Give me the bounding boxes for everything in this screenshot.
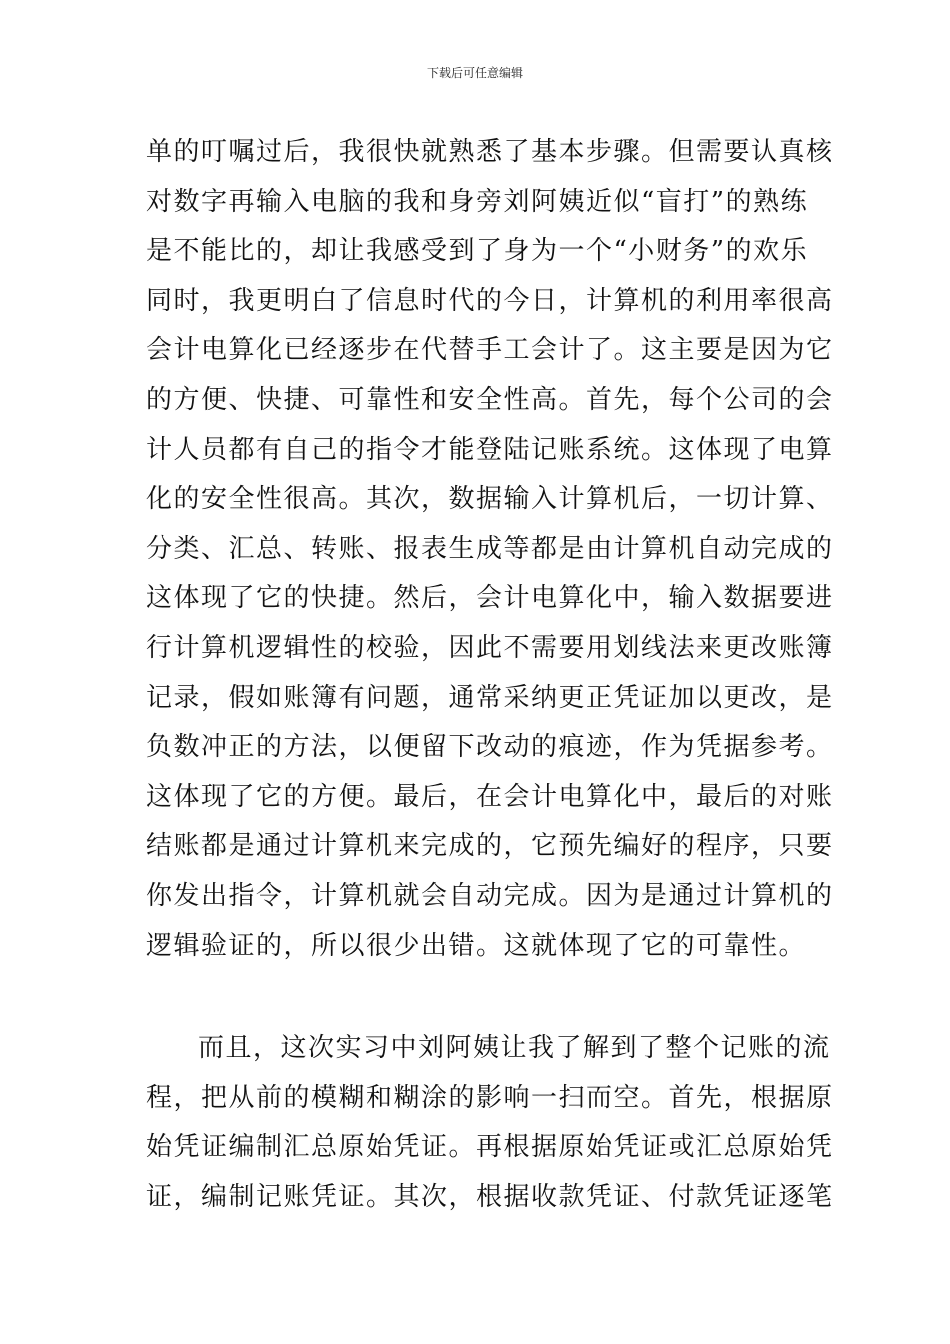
text-line: 是不能比的，却让我感受到了身为一个“小财务”的欢乐 [146,236,809,267]
text-line: 对数字再输入电脑的我和身旁刘阿姨近似“盲打”的熟练 [146,186,809,217]
text-line-indented: 而且，这次实习中刘阿姨让我了解到了整个记账的流 [198,1033,831,1063]
text-line: 程，把从前的模糊和糊涂的影响一扫而空。首先，根据原 [146,1082,834,1113]
text-line: 单的叮嘱过后，我很快就熟悉了基本步骤。但需要认真核 [146,137,834,167]
text-line: 会计电算化已经逐步在代替手工会计了。这主要是因为它 [146,335,834,366]
text-line: 同时，我更明白了信息时代的今日，计算机的利用率很高 [146,285,834,316]
text-line: 行计算机逻辑性的校验，因此不需要用划线法来更改账簿 [146,632,834,663]
text-line: 分类、汇总、转账、报表生成等都是由计算机自动完成的 [146,533,834,564]
text-line: 这体现了它的快捷。然后，会计电算化中，输入数据要进 [146,583,834,614]
text-line: 始凭证编制汇总原始凭证。再根据原始凭证或汇总原始凭 [146,1132,834,1163]
text-line: 这体现了它的方便。最后，在会计电算化中，最后的对账 [146,781,834,812]
text-line: 负数冲正的方法，以便留下改动的痕迹，作为凭据参考。 [146,732,834,763]
paragraph-1 [146,128,834,971]
text-line: 你发出指令，计算机就会自动完成。因为是通过计算机的 [146,880,834,911]
text-line: 记录，假如账簿有问题，通常采纳更正凭证加以更改，是 [146,682,834,713]
page-header-note: 下载后可任意编辑 [426,66,523,80]
text-line: 计人员都有自己的指令才能登陆记账系统。这体现了电算 [146,434,834,465]
text-line: 逻辑验证的，所以很少出错。这就体现了它的可靠性。 [146,930,807,961]
text-line: 化的安全性很高。其次，数据输入计算机后，一切计算、 [146,484,834,515]
text-line: 的方便、快捷、可靠性和安全性高。首先，每个公司的会 [146,384,834,415]
paragraph-2 [146,1024,834,1222]
text-line: 结账都是通过计算机来完成的，它预先编好的程序，只要 [146,831,834,862]
text-line: 证，编制记账凭证。其次，根据收款凭证、付款凭证逐笔 [146,1181,834,1212]
